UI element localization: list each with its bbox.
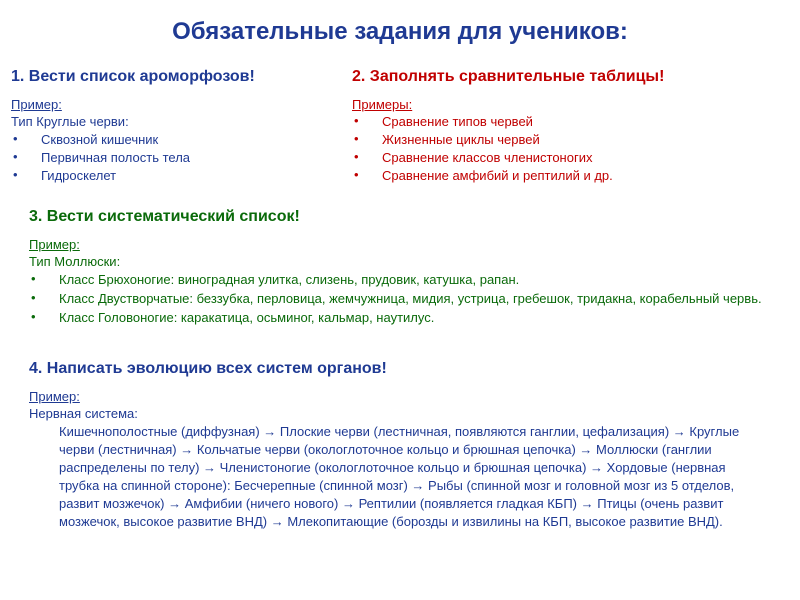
section-1-intro: Тип Круглые черви: <box>11 114 129 129</box>
list-item: • Класс Брюхоногие: виноградная улитка, слизень, прудовик, катушка, рапан. <box>31 271 520 287</box>
list-item: • Первичная полость тела <box>13 149 191 165</box>
section-3-intro: Тип Моллюски: <box>29 254 121 269</box>
section-comparison-tables <box>352 68 772 185</box>
list-item: • Сравнение классов членистоногих <box>354 149 593 165</box>
list-item: • Гидроскелет <box>13 167 117 183</box>
list-item: • Сравнение амфибий и рептилий и др. <box>354 167 613 183</box>
bullet-icon: • <box>31 290 36 305</box>
section-2-heading: 2. Заполнять сравнительные таблицы! <box>352 68 665 85</box>
section-4-example-label: Пример: <box>29 389 80 404</box>
bullet-icon: • <box>31 271 36 286</box>
bullet-icon: • <box>354 149 359 164</box>
list-item: • Сквозной кишечник <box>13 131 159 147</box>
list-item: • Класс Двустворчатые: беззубка, перловица, жемчужница, мидия, устрица, гребешок, тридакна, корабельный червь. <box>31 290 762 306</box>
list-item: • Сравнение типов червей <box>354 113 533 129</box>
section-3-heading: 3. Вести систематический список! <box>29 208 300 225</box>
section-4-heading: 4. Написать эволюцию всех систем органов! <box>29 360 387 377</box>
list-item: • Жизненные циклы червей <box>354 131 540 147</box>
bullet-icon: • <box>354 167 359 182</box>
bullet-icon: • <box>31 309 36 324</box>
bullet-icon: • <box>13 149 18 164</box>
bullet-icon: • <box>13 167 18 182</box>
section-2-example-label: Примеры: <box>352 97 413 112</box>
section-3-list <box>29 271 779 327</box>
bullet-icon: • <box>354 113 359 128</box>
bullet-icon: • <box>354 131 359 146</box>
section-systematic-list <box>29 208 779 328</box>
section-1-heading: 1. Вести список ароморфозов! <box>11 68 255 85</box>
bullet-icon: • <box>13 131 18 146</box>
section-aromorphoses <box>11 68 341 185</box>
section-1-list <box>11 131 341 185</box>
list-item: • Класс Головоногие: каракатица, осьминог, кальмар, наутилус. <box>31 309 435 325</box>
page-title: Обязательные задания для учеников: <box>172 18 628 45</box>
section-1-example-label: Пример: <box>11 97 62 112</box>
section-3-example-label: Пример: <box>29 237 80 252</box>
section-4-intro: Нервная система: <box>29 406 138 421</box>
section-organ-evolution <box>29 360 759 531</box>
nervous-system-evolution-text: Кишечнополостные (диффузная) → Плоские черви (лестничная, появляются ганглии, цефализация) → Круглые черви (лестничная) → Кольчатые черви (окологлоточное кольцо и брюшная цепочка) → Моллюски (ганглии распределены по телу) → Членистоногие (окологлоточное кольцо и брюшная цепочка) → Хордовые (нервная трубка на спинной стороне): Бесчерепные (спинной мозг) → Рыбы (спинной мозг и головной мозг из 5 отделов, развит мозжечок) → Амфибии (ничего нового) → Рептилии (появляется гладкая КБП) → Птицы (очень развит мозжечок, высокое развитие ВНД) → Млекопитающие (борозды и извилины на КБП, высокое развитие ВНД). <box>59 424 740 529</box>
section-2-list <box>352 113 772 185</box>
